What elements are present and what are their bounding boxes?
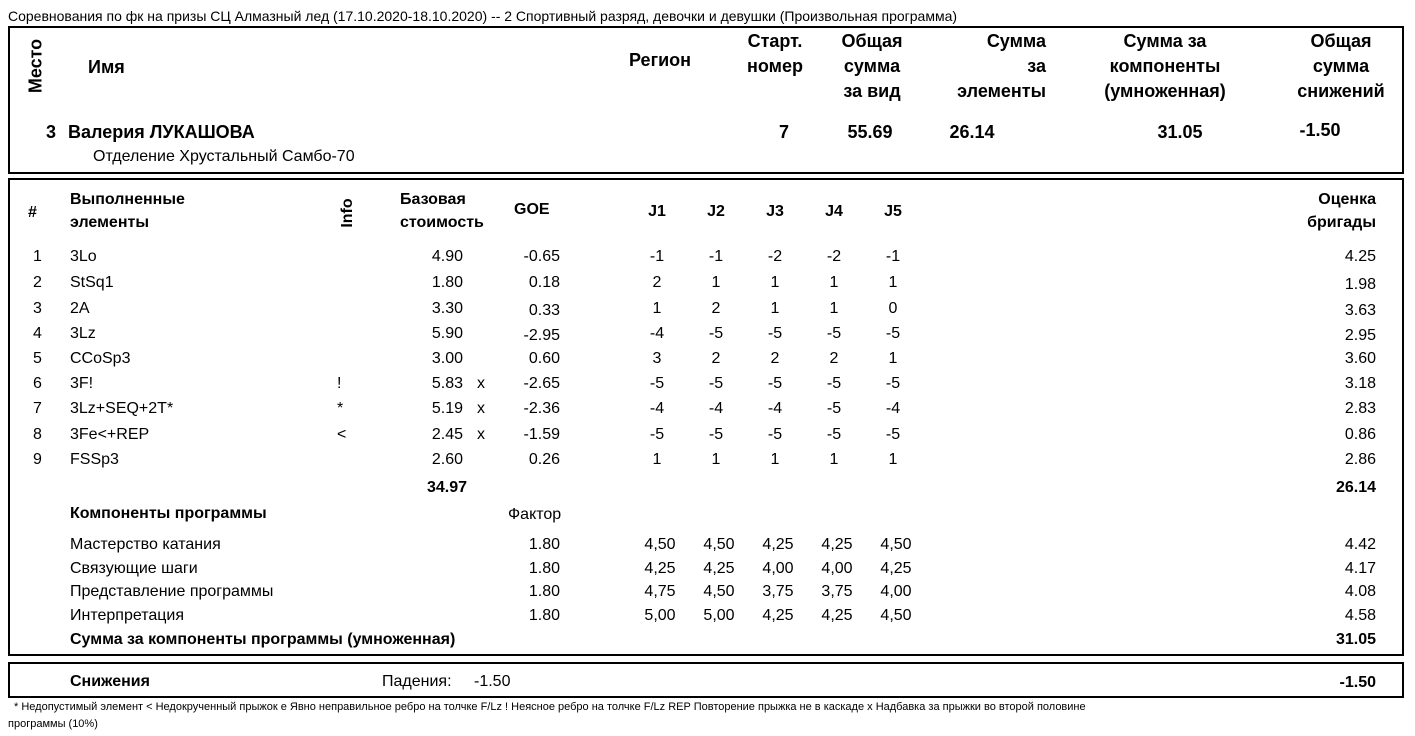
component-name: Интерпретация	[70, 607, 185, 624]
region-header: Регион	[629, 50, 691, 70]
component-judge-score: 3,75	[762, 583, 794, 600]
element-panel-score: 3.60	[1344, 350, 1376, 367]
judge-score: 3	[652, 350, 662, 367]
skater-components: 31.05	[1157, 122, 1203, 142]
skater-deductions: -1.50	[1299, 120, 1341, 140]
judge-score: -5	[885, 375, 901, 392]
component-factor: 1.80	[528, 583, 560, 600]
element-bonus: x	[477, 400, 485, 417]
skater-start-no: 7	[778, 122, 789, 142]
element-num: 5	[33, 350, 42, 367]
elements-total: 26.14	[1335, 479, 1376, 496]
judge-score: -4	[649, 400, 665, 417]
components-sum-header: Сумма за компоненты (умноженная)	[1104, 31, 1226, 101]
info-header: Info	[339, 198, 356, 228]
legend-line-2: программы (10%)	[8, 718, 98, 730]
j3-header: J3	[766, 203, 784, 220]
skater-total: 55.69	[847, 122, 893, 142]
component-judge-score: 4,75	[644, 583, 676, 600]
element-code: 2A	[70, 300, 90, 317]
component-judge-score: 4,50	[703, 536, 735, 553]
judge-score: -5	[826, 426, 842, 443]
component-judge-score: 4,25	[821, 607, 853, 624]
component-judge-score: 4,50	[880, 536, 912, 553]
element-base: 1.80	[431, 274, 463, 291]
element-num: 7	[33, 400, 42, 417]
deductions-header: Общая сумма снижений	[1297, 31, 1385, 101]
component-name: Мастерство катания	[70, 536, 221, 553]
judge-score: 2	[711, 350, 721, 367]
judge-score: 2	[770, 350, 780, 367]
judge-score: -5	[826, 325, 842, 342]
element-bonus: x	[477, 375, 485, 392]
judge-score: 1	[770, 451, 780, 468]
j4-header: J4	[825, 203, 843, 220]
skater-name: Валерия ЛУКАШОВА	[68, 122, 255, 142]
element-base: 3.00	[431, 350, 463, 367]
j5-header: J5	[884, 203, 902, 220]
element-panel-score: 0.86	[1344, 426, 1376, 443]
deductions-label: Снижения	[70, 673, 150, 690]
factor-label: Фактор	[508, 506, 562, 523]
element-base: 3.30	[431, 300, 463, 317]
element-base: 5.19	[431, 400, 463, 417]
judge-score: 1	[888, 350, 898, 367]
component-judge-score: 5,00	[644, 607, 676, 624]
element-code: 3Lo	[70, 248, 97, 265]
element-num: 6	[33, 375, 42, 392]
component-name: Связующие шаги	[70, 560, 198, 577]
element-goe: -2.36	[523, 400, 560, 417]
element-code: 3F!	[70, 375, 94, 392]
element-code: StSq1	[70, 274, 114, 291]
legend-line-1: * Недопустимый элемент < Недокрученный прыжок e Явно неправильное ребро на толчке F/Lz ! Неясное ребро на толчке F/Lz REP Повторение прыжка не в каскаде x Надбавка за прыжки во второй половине	[14, 701, 1086, 713]
element-panel-score: 2.95	[1344, 327, 1376, 344]
component-judge-score: 4,00	[821, 560, 853, 577]
num-header: #	[28, 204, 37, 221]
element-goe: -1.59	[523, 426, 560, 443]
base-header: Базовая стоимость	[400, 191, 484, 231]
element-code: CCoSp3	[70, 350, 131, 367]
judge-score: -5	[885, 426, 901, 443]
judge-score: 1	[829, 300, 839, 317]
falls-label: Падения:	[382, 673, 452, 690]
element-code: 3Lz	[70, 325, 96, 342]
element-panel-score: 3.63	[1344, 302, 1376, 319]
skater-club: Отделение Хрустальный Самбо-70	[93, 148, 355, 165]
deductions-box	[8, 662, 1404, 698]
element-base: 5.83	[431, 375, 463, 392]
element-num: 3	[33, 300, 42, 317]
judge-score: 1	[652, 451, 662, 468]
judge-score: -1	[708, 248, 724, 265]
component-judge-score: 4,25	[762, 536, 794, 553]
judge-score: -5	[885, 325, 901, 342]
element-num: 8	[33, 426, 42, 443]
skater-place: 3	[45, 122, 56, 142]
element-base: 2.60	[431, 451, 463, 468]
goe-header: GOE	[514, 201, 550, 218]
element-code: FSSp3	[70, 451, 119, 468]
element-panel-score: 2.86	[1344, 451, 1376, 468]
element-base: 5.90	[431, 325, 463, 342]
judge-score: -4	[708, 400, 724, 417]
element-num: 4	[33, 325, 42, 342]
judge-score: 2	[711, 300, 721, 317]
base-total: 34.97	[426, 479, 467, 496]
element-goe: 0.26	[528, 451, 560, 468]
judge-score: 2	[652, 274, 662, 291]
component-judge-score: 4,50	[880, 607, 912, 624]
components-sum-label: Сумма за компоненты программы (умноженная)	[70, 631, 456, 648]
component-judge-score: 4,25	[644, 560, 676, 577]
element-bonus: x	[477, 426, 485, 443]
component-judge-score: 5,00	[703, 607, 735, 624]
element-header: Выполненные элементы	[70, 191, 185, 231]
element-goe: 0.60	[528, 350, 560, 367]
skater-elements: 26.14	[949, 122, 995, 142]
component-panel-score: 4.08	[1344, 583, 1376, 600]
judge-score: 0	[888, 300, 898, 317]
element-panel-score: 2.83	[1344, 400, 1376, 417]
element-goe: -2.95	[523, 327, 560, 344]
deductions-total: -1.50	[1339, 674, 1376, 691]
start-no-header: Старт. номер	[747, 31, 803, 76]
judge-score: -5	[708, 426, 724, 443]
element-goe: -2.65	[523, 375, 560, 392]
judge-score: -1	[885, 248, 901, 265]
judge-score: -5	[708, 325, 724, 342]
judge-score: 2	[829, 350, 839, 367]
element-panel-score: 4.25	[1344, 248, 1376, 265]
j2-header: J2	[707, 203, 725, 220]
judge-score: 1	[888, 451, 898, 468]
component-judge-score: 4,25	[762, 607, 794, 624]
judge-score: -4	[649, 325, 665, 342]
judge-score: -5	[649, 375, 665, 392]
elements-sum-header: Сумма за элементы	[957, 31, 1046, 101]
judge-score: -1	[649, 248, 665, 265]
judge-score: -5	[708, 375, 724, 392]
component-judge-score: 4,00	[880, 583, 912, 600]
falls-value: -1.50	[474, 673, 511, 690]
judge-score: -2	[826, 248, 842, 265]
j1-header: J1	[648, 203, 666, 220]
component-factor: 1.80	[528, 560, 560, 577]
name-header: Имя	[88, 57, 125, 77]
element-info: *	[337, 400, 344, 417]
total-header: Общая сумма за вид	[841, 31, 903, 101]
element-num: 1	[33, 248, 42, 265]
components-title: Компоненты программы	[70, 505, 267, 522]
component-judge-score: 4,00	[762, 560, 794, 577]
element-panel-score: 1.98	[1344, 276, 1376, 293]
judge-score: 1	[888, 274, 898, 291]
element-info: <	[337, 426, 347, 443]
component-panel-score: 4.17	[1344, 560, 1376, 577]
element-goe: -0.65	[523, 248, 560, 265]
component-panel-score: 4.42	[1344, 536, 1376, 553]
element-goe: 0.18	[528, 274, 560, 291]
element-base: 4.90	[431, 248, 463, 265]
components-sum-value: 31.05	[1335, 631, 1376, 648]
judge-score: -4	[767, 400, 783, 417]
judge-score: -4	[885, 400, 901, 417]
component-judge-score: 4,25	[821, 536, 853, 553]
element-num: 9	[33, 451, 42, 468]
element-goe: 0.33	[528, 302, 560, 319]
component-judge-score: 4,50	[703, 583, 735, 600]
component-factor: 1.80	[528, 607, 560, 624]
element-code: 3Lz+SEQ+2T*	[70, 400, 174, 417]
element-info: !	[337, 375, 342, 392]
judge-score: -5	[767, 325, 783, 342]
judge-score: 1	[770, 300, 780, 317]
judge-score: -2	[767, 248, 783, 265]
page-title: Соревнования по фк на призы СЦ Алмазный лед (17.10.2020-18.10.2020) -- 2 Спортивный разряд, девочки и девушки (Произвольная программа)	[8, 8, 958, 24]
component-factor: 1.80	[528, 536, 560, 553]
component-judge-score: 4,25	[703, 560, 735, 577]
judge-score: -5	[767, 426, 783, 443]
component-name: Представление программы	[70, 583, 274, 600]
component-judge-score: 4,25	[880, 560, 912, 577]
component-judge-score: 4,50	[644, 536, 676, 553]
judge-score: -5	[826, 375, 842, 392]
component-judge-score: 3,75	[821, 583, 853, 600]
element-code: 3Fe<+REP	[70, 426, 150, 443]
component-panel-score: 4.58	[1344, 607, 1376, 624]
panel-header: Оценка бригады	[1307, 191, 1376, 231]
judge-score: 1	[652, 300, 662, 317]
judge-score: 1	[711, 274, 721, 291]
judge-score: 1	[829, 274, 839, 291]
element-num: 2	[33, 274, 42, 291]
judge-score: -5	[649, 426, 665, 443]
judge-score: -5	[826, 400, 842, 417]
judge-score: -5	[767, 375, 783, 392]
element-panel-score: 3.18	[1344, 375, 1376, 392]
judge-score: 1	[711, 451, 721, 468]
judge-score: 1	[770, 274, 780, 291]
judge-score: 1	[829, 451, 839, 468]
place-header: Место	[25, 38, 46, 94]
element-base: 2.45	[431, 426, 463, 443]
